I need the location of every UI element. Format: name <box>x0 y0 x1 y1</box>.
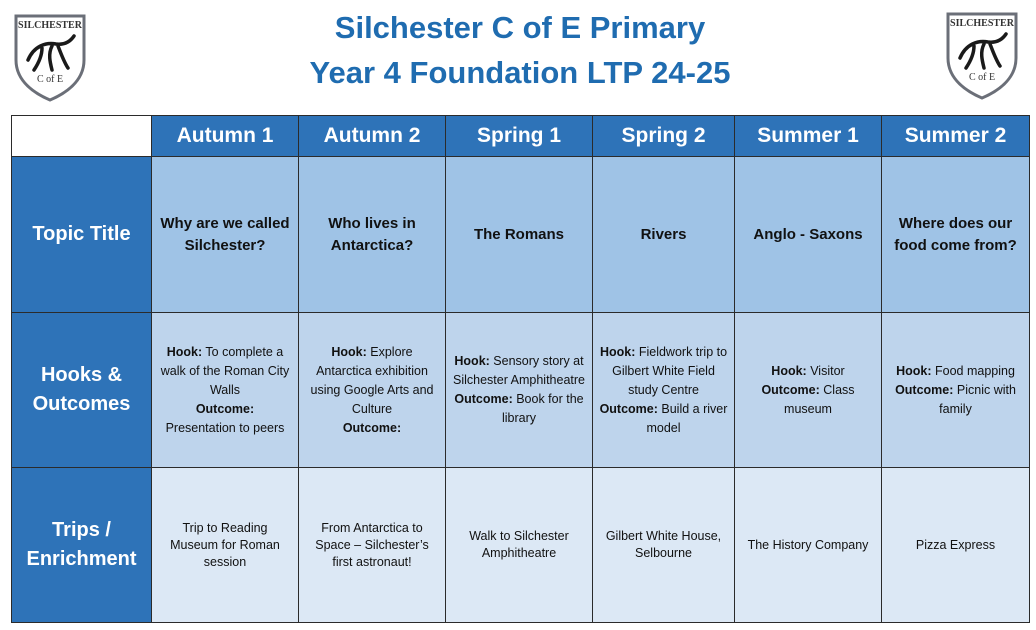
school-title: Silchester C of E Primary <box>334 10 706 45</box>
trips-row <box>12 468 1030 623</box>
hooks-cell <box>593 313 735 468</box>
topic-cell: Anglo - Saxons <box>735 157 882 313</box>
trips-cell: Trip to Reading Museum for Roman session <box>152 468 299 623</box>
outcome-text: Picnic with family <box>939 382 1016 416</box>
hook-text: Fieldwork trip to Gilbert White Field study Centre <box>612 344 728 397</box>
outcome-label: Outcome: <box>342 420 402 435</box>
hook-text: Visitor <box>806 363 845 378</box>
hook-label: Hook: <box>331 344 367 359</box>
term-header: Spring 1 <box>446 116 593 157</box>
trips-cell: Gilbert White House, Selbourne <box>593 468 735 623</box>
svg-text:SILCHESTER: SILCHESTER <box>18 20 82 31</box>
term-header: Summer 1 <box>735 116 882 157</box>
ltp-table <box>11 115 1030 623</box>
hooks-cell <box>299 313 446 468</box>
outcome-text: Build a river model <box>646 401 728 435</box>
topic-row-label: Topic Title <box>12 157 152 313</box>
outcome-label: Outcome: <box>761 382 820 397</box>
term-header: Spring 2 <box>593 116 735 157</box>
hook-label: Hook: <box>599 344 636 359</box>
outcome-label: Outcome: <box>599 401 658 416</box>
hooks-cell <box>735 313 882 468</box>
hook-text: Food mapping <box>931 363 1015 378</box>
hooks-row <box>12 313 1030 468</box>
trips-cell: From Antarctica to Space – Silchester’s first astronaut! <box>299 468 446 623</box>
hook-label: Hook: <box>771 363 807 378</box>
hooks-row-label: Hooks & Outcomes <box>12 313 152 468</box>
hook-label: Hook: <box>166 344 203 359</box>
term-header-row <box>12 116 1030 157</box>
topic-cell: Who lives in Antarctica? <box>299 157 446 313</box>
corner-cell <box>12 116 152 157</box>
school-crest-logo <box>12 12 88 102</box>
hooks-cell <box>446 313 593 468</box>
hook-text: Sensory story at Silchester Amphitheatre <box>452 354 585 387</box>
outcome-label: Outcome: <box>195 401 255 416</box>
topic-cell: Rivers <box>593 157 735 313</box>
term-header: Autumn 1 <box>152 116 299 157</box>
trips-cell: The History Company <box>735 468 882 623</box>
topic-cell: The Romans <box>446 157 593 313</box>
hook-label: Hook: <box>454 354 490 368</box>
outcome-label: Outcome: <box>895 382 954 397</box>
term-header: Summer 2 <box>882 116 1030 157</box>
trips-cell: Pizza Express <box>882 468 1030 623</box>
topic-cell: Why are we called Silchester? <box>152 157 299 313</box>
svg-text:C of E: C of E <box>36 74 64 85</box>
svg-text:SILCHESTER: SILCHESTER <box>950 18 1014 29</box>
hooks-cell <box>152 313 299 468</box>
plan-title: Year 4 Foundation LTP 24-25 <box>309 55 731 90</box>
term-header: Autumn 2 <box>299 116 446 157</box>
svg-text:C of E: C of E <box>968 72 996 83</box>
hook-text: To complete a walk of the Roman City Walls <box>160 344 290 397</box>
hook-label: Hook: <box>896 363 932 378</box>
outcome-label: Outcome: <box>454 392 513 406</box>
outcome-text: Book for the library <box>501 392 584 425</box>
topic-row <box>12 157 1030 313</box>
hooks-cell <box>882 313 1030 468</box>
trips-row-label: Trips / Enrichment <box>12 468 152 623</box>
outcome-text: Class museum <box>784 382 855 416</box>
school-crest-logo-right <box>944 10 1020 100</box>
outcome-text: Presentation to peers <box>165 420 285 435</box>
topic-cell: Where does our food come from? <box>882 157 1030 313</box>
hook-text: Explore Antarctica exhibition using Google Arts and Culture <box>310 344 434 416</box>
trips-cell: Walk to Silchester Amphitheatre <box>446 468 593 623</box>
